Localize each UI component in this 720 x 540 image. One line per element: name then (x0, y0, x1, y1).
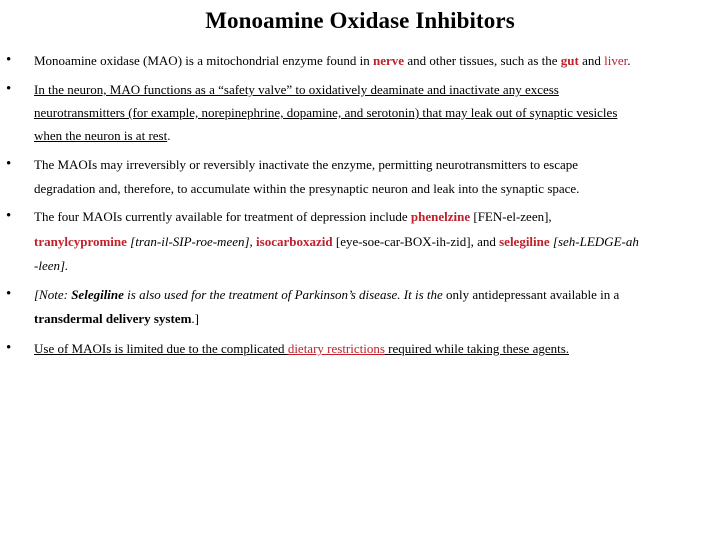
text: . (167, 128, 171, 143)
text: Monoamine oxidase (MAO) is a mitochondrial enzyme found in (34, 53, 374, 68)
highlight-dietary-restrictions: dietary restrictions (287, 341, 385, 356)
drug-phenelzine: phenelzine (410, 209, 471, 224)
bullet-marker: • (6, 286, 12, 302)
bullet-3-line-1: The MAOIs may irreversibly or reversibly inactivate the enzyme, permitting neurotransmitters to escape (34, 157, 579, 172)
text: . (627, 53, 631, 68)
slide-title: Monoamine Oxidase Inhibitors (205, 8, 515, 33)
bullet-4-line-3: -leen]. (34, 258, 69, 273)
text: only antidepressant available in a (442, 287, 620, 302)
text: and (578, 53, 605, 68)
text: [Note: (34, 287, 72, 302)
bullet-marker: • (6, 156, 12, 172)
drug-isocarboxazid: isocarboxazid (256, 234, 333, 249)
text: .] (191, 311, 200, 326)
bullet-6-line-1 (34, 341, 569, 356)
text: is also used for the treatment of Parkinson’s disease. It is the (123, 287, 443, 302)
bullet-marker: • (6, 208, 12, 224)
bullet-marker: • (6, 340, 12, 356)
text: and other tissues, such as the (404, 53, 561, 68)
bullet-marker: • (6, 81, 12, 97)
highlight-liver: liver (604, 53, 628, 68)
bullet-5-line-2 (34, 311, 199, 326)
bullet-marker: • (6, 52, 12, 68)
highlight-gut: gut (560, 53, 579, 68)
bullet-2-line-2: neurotransmitters (for example, norepinephrine, dopamine, and serotonin) that may leak out of synaptic vesicles (34, 105, 618, 120)
drug-selegiline-note: Selegiline (71, 287, 124, 302)
text: transdermal delivery system (34, 311, 192, 326)
bullet-3-line-2: degradation and, therefore, to accumulate within the presynaptic neuron and leak into the synaptic space. (34, 181, 580, 196)
pronunciation: [seh-LEDGE-ah (549, 234, 639, 249)
bullet-5-line-1 (34, 287, 619, 302)
bullet-2-line-1: In the neuron, MAO functions as a “safety valve” to oxidatively deaminate and inactivate any excess (34, 82, 559, 97)
text: [FEN-el-zeen], (470, 209, 552, 224)
text: when the neuron is at rest (34, 128, 168, 143)
bullet-2-line-3 (34, 128, 170, 143)
drug-tranylcypromine: tranylcypromine (34, 234, 127, 249)
highlight-nerve: nerve (373, 53, 405, 68)
pronunciation: [tran-il-SIP-roe-meen], (126, 234, 257, 249)
bullet-4-line-2 (34, 234, 639, 249)
bullet-1-line-1 (34, 53, 630, 68)
text: Use of MAOIs is limited due to the complicated (34, 341, 288, 356)
text: [eye-soe-car-BOX-ih-zid], and (332, 234, 500, 249)
drug-selegiline: selegiline (499, 234, 550, 249)
text: The four MAOIs currently available for treatment of depression include (34, 209, 411, 224)
text: required while taking these agents. (384, 341, 570, 356)
bullet-4-line-1 (34, 209, 552, 224)
